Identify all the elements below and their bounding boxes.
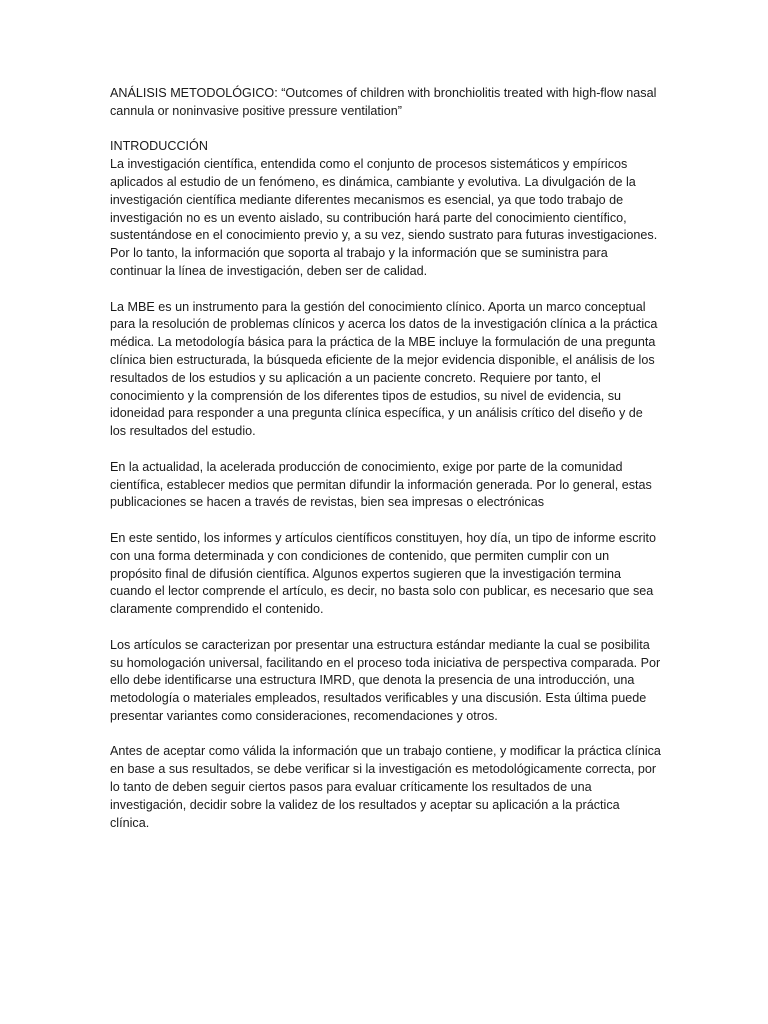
paragraph: Los artículos se caracterizan por presentar una estructura estándar mediante la cual se posibilita su homologación universal, facilitando en el proceso toda iniciativa de perspectiva comparada. Por ello debe identificarse una estructura IMRD, que denota la presencia de una introducción, una metodología o materiales empleados, resultados verificables y una discusión. Esta última puede presentar variantes como consideraciones, recomendaciones y otros.: [110, 637, 661, 723]
paragraph: La MBE es un instrumento para la gestión del conocimiento clínico. Aporta un marco conceptual para la resolución de problemas clínicos y acerca los datos de la investigación clínica a la práctica médica. La metodología básica para la práctica de la MBE incluye la formulación de una pregunta clínica bien estructurada, la búsqueda eficiente de la mejor evidencia disponible, el análisis de los resultados de los estudios y su aplicación a un paciente concreto. Requiere por tanto, el conocimiento y la comprensión de los diferentes tipos de estudios, su nivel de evidencia, su idoneidad para responder a una pregunta clínica específica, y un análisis crítico del diseño y de los resultados del estudio.: [110, 299, 658, 439]
document-title: ANÁLISIS METODOLÓGICO: “Outcomes of children with bronchiolitis treated with high-flow nasal cannula or noninvasive positive pressure ventilation”: [110, 86, 657, 118]
document-page: [110, 85, 662, 850]
paragraph: En la actualidad, la acelerada producción de conocimiento, exige por parte de la comunidad científica, establecer medios que permitan difundir la información generada. Por lo general, estas publicaciones se hacen a través de revistas, bien sea impresas o electrónicas: [110, 459, 652, 510]
paragraph: La investigación científica, entendida como el conjunto de procesos sistemáticos y empíricos aplicados al estudio de un fenómeno, es dinámica, cambiante y evolutiva. La divulgación de la investigación científica mediante diferentes mecanismos es esencial, ya que todo trabajo de investigación no es un evento aislado, su contribución hará parte del conocimiento científico, sustentándose en el conocimiento previo y, a su vez, siendo sustrato para futuras investigaciones. Por lo tanto, la información que soporta al trabajo y la información que se suministra para continuar la línea de investigación, deben ser de calidad.: [110, 157, 658, 278]
introduction-section: [110, 138, 662, 280]
paragraph: Antes de aceptar como válida la información que un trabajo contiene, y modificar la práctica clínica en base a sus resultados, se debe verificar si la investigación es metodológicamente correcta, por lo tanto de deben seguir ciertos pasos para evaluar críticamente los resultados de una investigación, decidir sobre la validez de los resultados y aceptar su aplicación a la práctica clínica.: [110, 744, 661, 830]
section-heading: INTRODUCCIÓN: [110, 139, 208, 154]
paragraph: En este sentido, los informes y artículos científicos constituyen, hoy día, un tipo de informe escrito con una forma determinada y con condiciones de contenido, que permiten cumplir con un propósito final de difusión científica. Algunos expertos sugieren que la investigación termina cuando el lector comprende el artículo, es decir, no basta solo con publicar, es necesario que sea claramente comprendido el contenido.: [110, 530, 657, 617]
